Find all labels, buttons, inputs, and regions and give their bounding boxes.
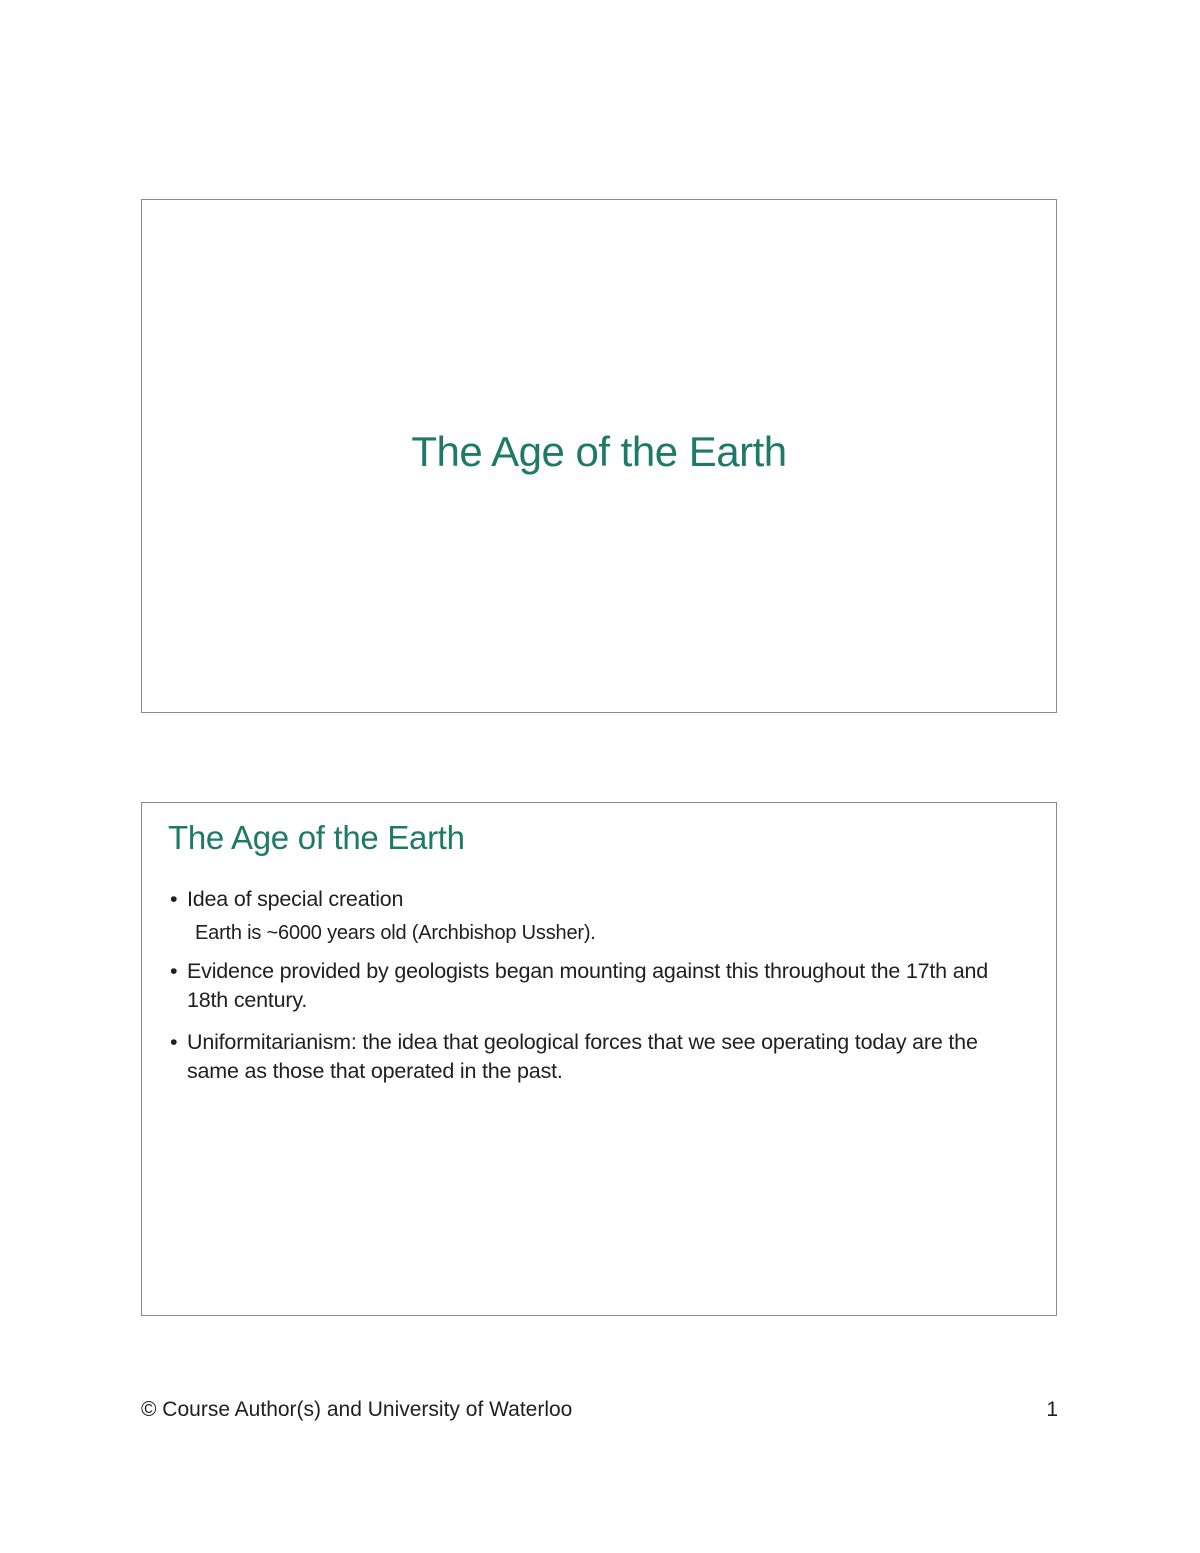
footer-copyright: © Course Author(s) and University of Waterloo <box>141 1398 573 1421</box>
bullet-item <box>170 957 1010 1015</box>
bullet-marker: • <box>170 887 178 911</box>
bullet-subtext: Earth is ~6000 years old (Archbishop Ussher). <box>195 922 596 944</box>
bullet-text: Uniformitarianism: the idea that geological forces that we see operating today are the same as those that operated in the past. <box>187 1030 978 1083</box>
bullet-text: Idea of special creation <box>187 887 404 911</box>
bullet-item <box>170 1028 1010 1086</box>
slide-heading: The Age of the Earth <box>168 819 465 856</box>
bullet-marker: • <box>170 959 178 983</box>
bullet-item <box>170 885 1010 946</box>
title-slide <box>141 199 1057 713</box>
page-number: 1 <box>1046 1398 1058 1421</box>
slide-title: The Age of the Earth <box>411 428 787 475</box>
content-slide <box>141 802 1057 1316</box>
bullet-marker: • <box>170 1030 178 1054</box>
bullet-text: Evidence provided by geologists began mounting against this throughout the 17th and 18th century. <box>187 959 988 1012</box>
bullet-list <box>170 885 1010 1086</box>
